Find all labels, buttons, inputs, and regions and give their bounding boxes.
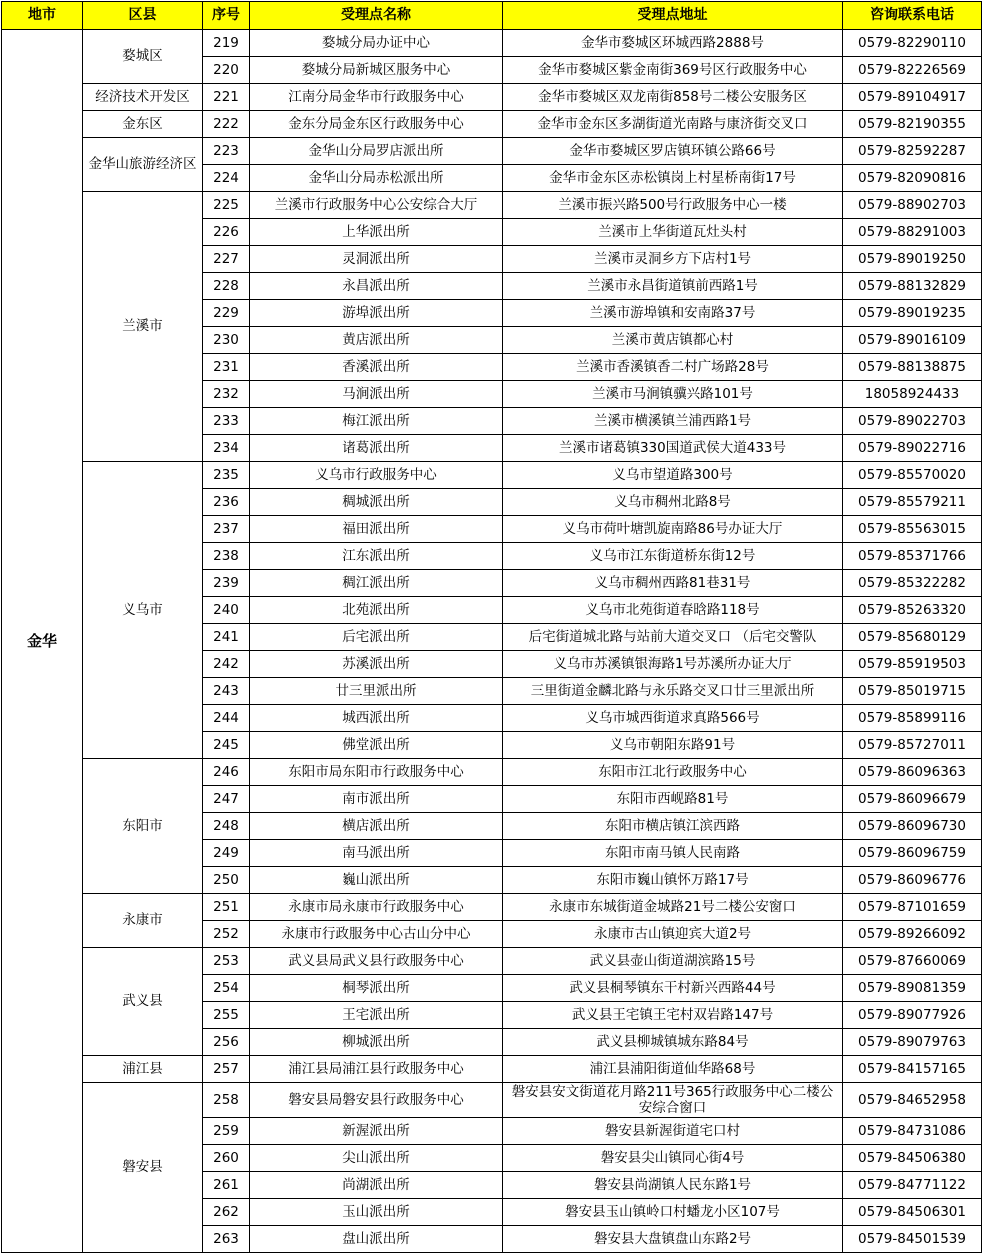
point-name-cell: 永昌派出所 (250, 273, 503, 300)
phone-cell: 0579-87101659 (843, 894, 982, 921)
point-name-cell: 灵洞派出所 (250, 246, 503, 273)
header-address: 受理点地址 (503, 2, 843, 30)
point-name-cell: 南市派出所 (250, 786, 503, 813)
point-name-cell: 新渥派出所 (250, 1118, 503, 1145)
number-cell: 234 (203, 435, 250, 462)
phone-cell: 0579-85019715 (843, 678, 982, 705)
address-cell: 磐安县尖山镇同心街4号 (503, 1145, 843, 1172)
point-name-cell: 玉山派出所 (250, 1199, 503, 1226)
number-cell: 241 (203, 624, 250, 651)
phone-cell: 0579-86096679 (843, 786, 982, 813)
phone-cell: 0579-82226569 (843, 57, 982, 84)
table-row (2, 84, 982, 111)
address-cell: 武义县壶山街道湖滨路15号 (503, 948, 843, 975)
city-cell: 金华 (2, 30, 83, 1253)
number-cell: 248 (203, 813, 250, 840)
address-cell: 永康市古山镇迎宾大道2号 (503, 921, 843, 948)
phone-cell: 0579-82090816 (843, 165, 982, 192)
address-cell: 兰溪市马涧镇骥兴路101号 (503, 381, 843, 408)
phone-cell: 0579-89266092 (843, 921, 982, 948)
address-cell: 磐安县玉山镇岭口村蟠龙小区107号 (503, 1199, 843, 1226)
number-cell: 256 (203, 1029, 250, 1056)
phone-cell: 0579-85727011 (843, 732, 982, 759)
number-cell: 238 (203, 543, 250, 570)
number-cell: 239 (203, 570, 250, 597)
phone-cell: 0579-85579211 (843, 489, 982, 516)
header-point-name: 受理点名称 (250, 2, 503, 30)
phone-cell: 0579-89079763 (843, 1029, 982, 1056)
district-cell: 磐安县 (83, 1083, 203, 1253)
phone-cell: 0579-89019235 (843, 300, 982, 327)
point-name-cell: 尚湖派出所 (250, 1172, 503, 1199)
number-cell: 227 (203, 246, 250, 273)
point-name-cell: 武义县局武义县行政服务中心 (250, 948, 503, 975)
table-row (2, 111, 982, 138)
number-cell: 230 (203, 327, 250, 354)
point-name-cell: 巍山派出所 (250, 867, 503, 894)
phone-cell: 0579-84506380 (843, 1145, 982, 1172)
point-name-cell: 义乌市行政服务中心 (250, 462, 503, 489)
number-cell: 246 (203, 759, 250, 786)
number-cell: 253 (203, 948, 250, 975)
number-cell: 262 (203, 1199, 250, 1226)
phone-cell: 0579-82290110 (843, 30, 982, 57)
phone-cell: 0579-86096730 (843, 813, 982, 840)
number-cell: 247 (203, 786, 250, 813)
point-name-cell: 东阳市局东阳市行政服务中心 (250, 759, 503, 786)
table-row (2, 759, 982, 786)
table-row (2, 1056, 982, 1083)
point-name-cell: 盘山派出所 (250, 1226, 503, 1253)
district-cell: 兰溪市 (83, 192, 203, 462)
number-cell: 228 (203, 273, 250, 300)
point-name-cell: 婺城分局办证中心 (250, 30, 503, 57)
district-cell: 永康市 (83, 894, 203, 948)
address-cell: 兰溪市上华街道瓦灶头村 (503, 219, 843, 246)
point-name-cell: 横店派出所 (250, 813, 503, 840)
district-cell: 婺城区 (83, 30, 203, 84)
address-cell: 磐安县安文街道花月路211号365行政服务中心二楼公安综合窗口 (503, 1083, 843, 1118)
phone-cell: 0579-85263320 (843, 597, 982, 624)
address-cell: 义乌市稠州北路8号 (503, 489, 843, 516)
point-name-cell: 江南分局金华市行政服务中心 (250, 84, 503, 111)
number-cell: 249 (203, 840, 250, 867)
number-cell: 225 (203, 192, 250, 219)
address-cell: 兰溪市香溪镇香二村广场路28号 (503, 354, 843, 381)
point-name-cell: 诸葛派出所 (250, 435, 503, 462)
address-cell: 金华市金东区多湖街道光南路与康济街交叉口 (503, 111, 843, 138)
address-cell: 磐安县新渥街道宅口村 (503, 1118, 843, 1145)
number-cell: 245 (203, 732, 250, 759)
address-cell: 兰溪市横溪镇兰浦西路1号 (503, 408, 843, 435)
phone-cell: 0579-84771122 (843, 1172, 982, 1199)
point-name-cell: 香溪派出所 (250, 354, 503, 381)
district-cell: 金华山旅游经济区 (83, 138, 203, 192)
point-name-cell: 游埠派出所 (250, 300, 503, 327)
address-cell: 义乌市望道路300号 (503, 462, 843, 489)
point-name-cell: 稠城派出所 (250, 489, 503, 516)
phone-cell: 0579-85899116 (843, 705, 982, 732)
address-cell: 义乌市朝阳东路91号 (503, 732, 843, 759)
district-cell: 金东区 (83, 111, 203, 138)
table-row (2, 948, 982, 975)
address-cell: 东阳市西岘路81号 (503, 786, 843, 813)
address-cell: 兰溪市游埠镇和安南路37号 (503, 300, 843, 327)
number-cell: 242 (203, 651, 250, 678)
number-cell: 255 (203, 1002, 250, 1029)
phone-cell: 0579-86096759 (843, 840, 982, 867)
header-number: 序号 (203, 2, 250, 30)
header-row (2, 2, 982, 30)
address-cell: 东阳市江北行政服务中心 (503, 759, 843, 786)
point-name-cell: 兰溪市行政服务中心公安综合大厅 (250, 192, 503, 219)
phone-cell: 0579-87660069 (843, 948, 982, 975)
number-cell: 236 (203, 489, 250, 516)
point-name-cell: 佛堂派出所 (250, 732, 503, 759)
number-cell: 222 (203, 111, 250, 138)
point-name-cell: 廿三里派出所 (250, 678, 503, 705)
number-cell: 233 (203, 408, 250, 435)
address-cell: 义乌市北苑街道春晗路118号 (503, 597, 843, 624)
address-cell: 兰溪市黄店镇都心村 (503, 327, 843, 354)
table-row (2, 462, 982, 489)
number-cell: 240 (203, 597, 250, 624)
address-cell: 金华市婺城区罗店镇环镇公路66号 (503, 138, 843, 165)
point-name-cell: 城西派出所 (250, 705, 503, 732)
phone-cell: 0579-89022716 (843, 435, 982, 462)
number-cell: 252 (203, 921, 250, 948)
number-cell: 260 (203, 1145, 250, 1172)
table-body (2, 30, 982, 1253)
phone-cell: 0579-89016109 (843, 327, 982, 354)
number-cell: 220 (203, 57, 250, 84)
number-cell: 229 (203, 300, 250, 327)
address-cell: 义乌市城西街道求真路566号 (503, 705, 843, 732)
address-cell: 永康市东城街道金城路21号二楼公安窗口 (503, 894, 843, 921)
address-cell: 义乌市江东街道桥东街12号 (503, 543, 843, 570)
address-cell: 金华市金东区赤松镇岗上村星桥南街17号 (503, 165, 843, 192)
district-cell: 东阳市 (83, 759, 203, 894)
point-name-cell: 后宅派出所 (250, 624, 503, 651)
phone-cell: 0579-85919503 (843, 651, 982, 678)
point-name-cell: 金东分局金东区行政服务中心 (250, 111, 503, 138)
phone-cell: 0579-88902703 (843, 192, 982, 219)
district-cell: 经济技术开发区 (83, 84, 203, 111)
point-name-cell: 南马派出所 (250, 840, 503, 867)
phone-cell: 0579-86096363 (843, 759, 982, 786)
point-name-cell: 永康市局永康市行政服务中心 (250, 894, 503, 921)
number-cell: 257 (203, 1056, 250, 1083)
point-name-cell: 王宅派出所 (250, 1002, 503, 1029)
phone-cell: 0579-88291003 (843, 219, 982, 246)
header-city: 地市 (2, 2, 83, 30)
address-cell: 金华市婺城区紫金南街369号区行政服务中心 (503, 57, 843, 84)
address-cell: 金华市婺城区双龙南街858号二楼公安服务区 (503, 84, 843, 111)
number-cell: 263 (203, 1226, 250, 1253)
address-cell: 东阳市巍山镇怀万路17号 (503, 867, 843, 894)
address-cell: 兰溪市诸葛镇330国道武侯大道433号 (503, 435, 843, 462)
address-cell: 义乌市苏溪镇银海路1号苏溪所办证大厅 (503, 651, 843, 678)
number-cell: 261 (203, 1172, 250, 1199)
address-cell: 兰溪市灵洞乡方下店村1号 (503, 246, 843, 273)
phone-cell: 0579-85563015 (843, 516, 982, 543)
point-name-cell: 江东派出所 (250, 543, 503, 570)
address-cell: 磐安县大盘镇盘山东路2号 (503, 1226, 843, 1253)
number-cell: 250 (203, 867, 250, 894)
phone-cell: 0579-84157165 (843, 1056, 982, 1083)
address-cell: 金华市婺城区环城西路2888号 (503, 30, 843, 57)
point-name-cell: 梅江派出所 (250, 408, 503, 435)
table-row (2, 1083, 982, 1118)
phone-cell: 0579-85680129 (843, 624, 982, 651)
number-cell: 251 (203, 894, 250, 921)
phone-cell: 18058924433 (843, 381, 982, 408)
number-cell: 221 (203, 84, 250, 111)
number-cell: 237 (203, 516, 250, 543)
point-name-cell: 婺城分局新城区服务中心 (250, 57, 503, 84)
point-name-cell: 上华派出所 (250, 219, 503, 246)
point-name-cell: 柳城派出所 (250, 1029, 503, 1056)
phone-cell: 0579-88138875 (843, 354, 982, 381)
point-name-cell: 金华山分局赤松派出所 (250, 165, 503, 192)
phone-cell: 0579-86096776 (843, 867, 982, 894)
phone-cell: 0579-85570020 (843, 462, 982, 489)
point-name-cell: 桐琴派出所 (250, 975, 503, 1002)
phone-cell: 0579-82592287 (843, 138, 982, 165)
address-cell: 后宅街道城北路与站前大道交叉口 （后宅交警队 (503, 624, 843, 651)
point-name-cell: 永康市行政服务中心古山分中心 (250, 921, 503, 948)
phone-cell: 0579-88132829 (843, 273, 982, 300)
number-cell: 231 (203, 354, 250, 381)
phone-cell: 0579-85371766 (843, 543, 982, 570)
district-cell: 义乌市 (83, 462, 203, 759)
number-cell: 258 (203, 1083, 250, 1118)
number-cell: 232 (203, 381, 250, 408)
phone-cell: 0579-89019250 (843, 246, 982, 273)
address-cell: 武义县桐琴镇东干村新兴西路44号 (503, 975, 843, 1002)
point-name-cell: 浦江县局浦江县行政服务中心 (250, 1056, 503, 1083)
point-name-cell: 苏溪派出所 (250, 651, 503, 678)
address-cell: 武义县王宅镇王宅村双岩路147号 (503, 1002, 843, 1029)
number-cell: 235 (203, 462, 250, 489)
phone-cell: 0579-84731086 (843, 1118, 982, 1145)
table-row (2, 894, 982, 921)
phone-cell: 0579-89077926 (843, 1002, 982, 1029)
phone-cell: 0579-89104917 (843, 84, 982, 111)
point-name-cell: 磐安县局磐安县行政服务中心 (250, 1083, 503, 1118)
point-name-cell: 福田派出所 (250, 516, 503, 543)
address-cell: 武义县柳城镇城东路84号 (503, 1029, 843, 1056)
address-cell: 磐安县尚湖镇人民东路1号 (503, 1172, 843, 1199)
number-cell: 243 (203, 678, 250, 705)
phone-cell: 0579-85322282 (843, 570, 982, 597)
header-phone: 咨询联系电话 (843, 2, 982, 30)
district-cell: 武义县 (83, 948, 203, 1056)
address-cell: 义乌市稠州西路81巷31号 (503, 570, 843, 597)
phone-cell: 0579-84652958 (843, 1083, 982, 1118)
table-row (2, 30, 982, 57)
point-name-cell: 稠江派出所 (250, 570, 503, 597)
address-cell: 浦江县浦阳街道仙华路68号 (503, 1056, 843, 1083)
phone-cell: 0579-89022703 (843, 408, 982, 435)
district-cell: 浦江县 (83, 1056, 203, 1083)
number-cell: 259 (203, 1118, 250, 1145)
service-points-table (1, 1, 982, 1253)
address-cell: 东阳市横店镇江滨西路 (503, 813, 843, 840)
number-cell: 244 (203, 705, 250, 732)
point-name-cell: 北苑派出所 (250, 597, 503, 624)
point-name-cell: 尖山派出所 (250, 1145, 503, 1172)
address-cell: 兰溪市振兴路500号行政服务中心一楼 (503, 192, 843, 219)
number-cell: 224 (203, 165, 250, 192)
point-name-cell: 金华山分局罗店派出所 (250, 138, 503, 165)
number-cell: 223 (203, 138, 250, 165)
address-cell: 义乌市荷叶塘凯旋南路86号办证大厅 (503, 516, 843, 543)
phone-cell: 0579-89081359 (843, 975, 982, 1002)
phone-cell: 0579-84506301 (843, 1199, 982, 1226)
point-name-cell: 黄店派出所 (250, 327, 503, 354)
point-name-cell: 马涧派出所 (250, 381, 503, 408)
table-row (2, 138, 982, 165)
address-cell: 三里街道金麟北路与永乐路交叉口廿三里派出所 (503, 678, 843, 705)
phone-cell: 0579-84501539 (843, 1226, 982, 1253)
table-row (2, 192, 982, 219)
header-district: 区县 (83, 2, 203, 30)
number-cell: 254 (203, 975, 250, 1002)
number-cell: 226 (203, 219, 250, 246)
number-cell: 219 (203, 30, 250, 57)
address-cell: 兰溪市永昌街道镇前西路1号 (503, 273, 843, 300)
phone-cell: 0579-82190355 (843, 111, 982, 138)
address-cell: 东阳市南马镇人民南路 (503, 840, 843, 867)
